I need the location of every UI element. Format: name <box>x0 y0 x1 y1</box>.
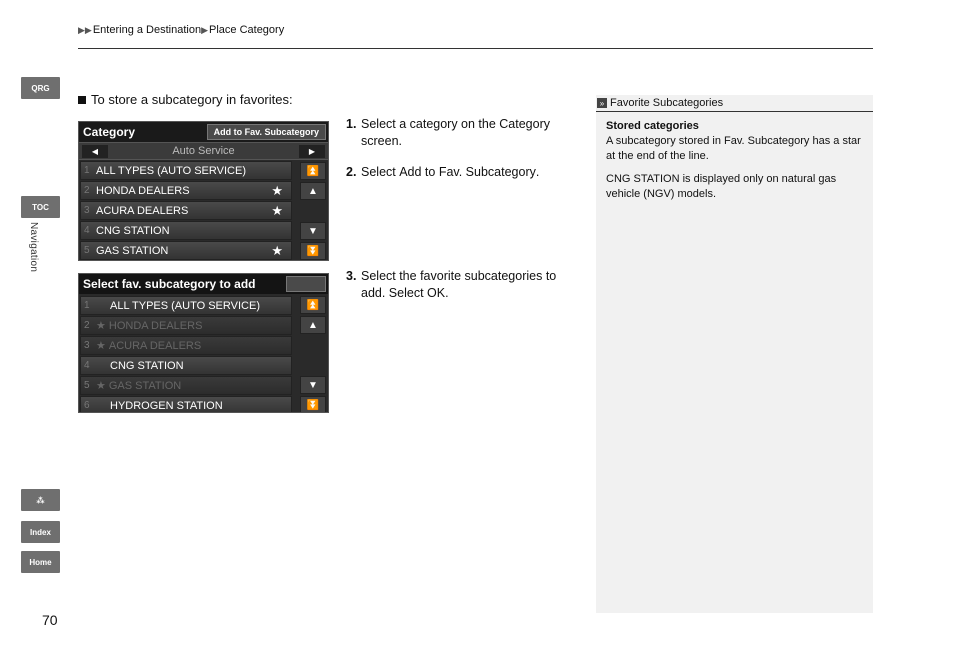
scroll-down-icon[interactable]: ▼ <box>300 376 326 394</box>
ui-term: Fav. Subcategory <box>724 135 810 147</box>
section-heading-text: To store a subcategory in favorites: <box>91 92 293 107</box>
ui-term: OK <box>427 286 446 300</box>
note-panel <box>596 95 873 613</box>
star-icon: ★ <box>96 380 106 392</box>
scroll-track <box>300 336 326 374</box>
step-1: 1. Select a category on the Category screen. <box>346 117 551 148</box>
star-icon: ★ <box>96 320 106 332</box>
breadcrumb-item-destination[interactable]: Entering a Destination <box>92 24 202 36</box>
prev-arrow-icon[interactable]: ◀ <box>82 145 108 158</box>
ok-button[interactable] <box>286 276 326 292</box>
list-item[interactable]: 3 ACURA DEALERS ★ <box>80 201 292 220</box>
next-arrow-icon[interactable]: ▶ <box>299 145 325 158</box>
scroll-track <box>300 202 326 220</box>
list-item[interactable]: 2 HONDA DEALERS ★ <box>80 181 292 200</box>
note-subheading: Stored categories <box>606 120 699 132</box>
list-item[interactable]: 4 CNG STATION <box>80 221 292 240</box>
step-3: 3. Select the favorite subcategories to add. Select OK. <box>346 269 557 300</box>
list-item[interactable]: 5 ★ GAS STATION <box>80 376 292 395</box>
note-heading[interactable] <box>596 95 873 112</box>
section-label: Navigation <box>28 222 39 273</box>
star-icon: ★ <box>271 202 283 218</box>
fav-subcategory-list <box>79 294 328 413</box>
breadcrumb <box>78 24 284 36</box>
header-rule <box>78 48 873 49</box>
home-button[interactable]: Home <box>21 551 60 573</box>
scroll-top-icon[interactable]: ⏫ <box>300 296 326 314</box>
step-2: 2. Select Add to Fav. Subcategory. <box>346 165 540 179</box>
ui-term: Add to Fav. Subcategory <box>399 165 536 179</box>
scroll-bottom-icon[interactable]: ⏬ <box>300 396 326 413</box>
star-icon: ★ <box>96 340 106 352</box>
qrg-button[interactable]: QRG <box>21 77 60 99</box>
voice-command-button[interactable] <box>21 489 60 511</box>
list-item[interactable]: 5 GAS STATION ★ <box>80 241 292 260</box>
category-list <box>79 161 328 260</box>
screen-header <box>79 274 328 294</box>
scroll-down-icon[interactable]: ▼ <box>300 222 326 240</box>
scroll-up-icon[interactable]: ▲ <box>300 182 326 200</box>
double-arrow-icon: » <box>597 98 607 108</box>
triangle-right-icon: ▶ <box>201 24 208 35</box>
scroll-top-icon[interactable]: ⏫ <box>300 162 326 180</box>
square-bullet-icon <box>78 96 86 104</box>
list-item[interactable]: 3 ★ ACURA DEALERS <box>80 336 292 355</box>
star-icon: ★ <box>271 182 283 198</box>
breadcrumb-item-place-category[interactable]: Place Category <box>209 24 285 36</box>
list-item[interactable]: 1 ALL TYPES (AUTO SERVICE) <box>80 161 292 180</box>
ui-term: CNG STATION <box>606 173 680 185</box>
add-to-fav-button[interactable]: Add to Fav. Subcategory <box>207 124 326 140</box>
note-body <box>596 112 873 217</box>
subcategory-title: Auto Service <box>172 145 235 157</box>
screen-header <box>79 122 328 142</box>
screen-title: Category <box>83 125 136 139</box>
section-heading <box>78 92 293 107</box>
triangle-right-icon: ▶▶ <box>78 24 92 35</box>
note-heading-text: Favorite Subcategories <box>610 97 724 109</box>
note-paragraph: CNG STATION is displayed only on natural gas vehicle (NGV) models. <box>606 173 837 200</box>
toc-button[interactable]: TOC <box>21 196 60 218</box>
list-item[interactable]: 2 ★ HONDA DEALERS <box>80 316 292 335</box>
scroll-up-icon[interactable]: ▲ <box>300 316 326 334</box>
list-item[interactable]: 6 HYDROGEN STATION <box>80 396 292 413</box>
screen-title: Select fav. subcategory to add <box>83 277 256 291</box>
scroll-bottom-icon[interactable]: ⏬ <box>300 242 326 260</box>
list-item[interactable]: 4 CNG STATION <box>80 356 292 375</box>
subcategory-bar <box>79 142 328 160</box>
select-fav-screen <box>78 273 329 413</box>
category-screen <box>78 121 329 261</box>
page-number: 70 <box>42 612 58 628</box>
list-item[interactable]: 1 ALL TYPES (AUTO SERVICE) <box>80 296 292 315</box>
index-button[interactable]: Index <box>21 521 60 543</box>
star-icon: ★ <box>271 242 283 258</box>
voice-icon: ⁂ <box>36 495 45 505</box>
note-paragraph: A subcategory stored in Fav. Subcategory has a star at the end of the line. <box>606 135 861 162</box>
